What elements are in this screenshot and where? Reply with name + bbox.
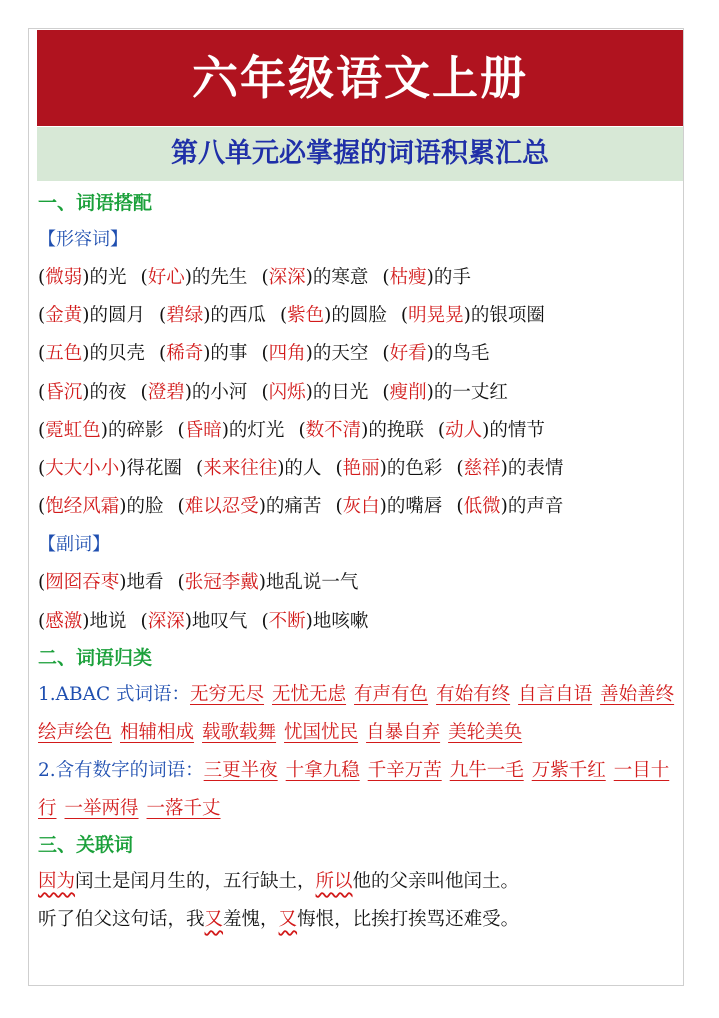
conjunction-sentence-1 — [38, 863, 686, 901]
phrase-rest: 的色彩 — [386, 457, 443, 479]
phrase-rest: 的声音 — [507, 496, 564, 518]
phrase: (不断)地咳嗽 — [261, 610, 369, 632]
category-word: 一目十行 — [38, 759, 670, 819]
phrase-word: 灰白 — [342, 496, 380, 518]
phrase: (艳丽)的色彩 — [335, 457, 443, 479]
phrase-word: 碧绿 — [166, 305, 204, 327]
category-word: 九牛一毛 — [449, 759, 524, 781]
phrase-word: 紫色 — [287, 305, 325, 327]
phrase-rest: 地叹气 — [191, 610, 248, 632]
phrase-word: 数不清 — [305, 419, 362, 441]
phrase-word: 金黄 — [45, 305, 83, 327]
phrase: (昏沉)的夜 — [38, 381, 127, 403]
phrase-word: 五色 — [45, 343, 83, 365]
phrase-rest: 的事 — [210, 343, 248, 365]
phrase: (饱经风霜)的脸 — [38, 496, 164, 518]
phrase-word: 深深 — [147, 610, 185, 632]
phrase-line — [38, 297, 686, 335]
phrase-word: 四角 — [268, 343, 306, 365]
phrase-word: 微弱 — [45, 267, 83, 288]
phrase-rest: 的夜 — [89, 381, 127, 403]
phrase: (瘦削)的一丈红 — [382, 381, 508, 403]
phrase-rest: 的日光 — [312, 381, 369, 403]
category-word: 有始有终 — [436, 683, 511, 705]
phrase: (稀奇)的事 — [158, 343, 248, 365]
phrase-word: 大大小小 — [45, 457, 120, 479]
category-label: 1.ABAC 式词语： — [38, 683, 191, 705]
phrase-word: 低微 — [463, 496, 501, 518]
phrase-line — [38, 450, 686, 488]
phrase-line — [38, 335, 686, 373]
sentence-text: 他的父亲叫他闰土。 — [352, 870, 520, 892]
adverb-list — [38, 564, 686, 640]
word-category — [38, 752, 686, 828]
category-word: 相辅相成 — [120, 721, 195, 743]
phrase: (微弱)的光 — [38, 267, 127, 288]
phrase: (昏暗)的灯光 — [177, 419, 285, 441]
phrase-word: 霓虹色 — [45, 419, 101, 441]
category-word: 三更半夜 — [203, 759, 278, 781]
phrase-word: 枯瘦 — [389, 267, 427, 288]
content — [38, 186, 686, 939]
phrase-line — [38, 603, 686, 641]
phrase-word: 不断 — [268, 610, 306, 632]
phrase-word: 明晃晃 — [408, 305, 464, 327]
category-word: 有声有色 — [354, 683, 429, 705]
phrase-word: 慈祥 — [463, 457, 501, 479]
category-word: 美轮美奂 — [448, 721, 523, 743]
category-word: 一落千丈 — [146, 797, 221, 819]
adjective-heading: 【形容词】 — [38, 229, 128, 250]
phrase-rest: 的西瓜 — [210, 305, 266, 327]
adjective-list — [38, 259, 686, 526]
phrase: (张冠李戴)地乱说一气 — [177, 572, 359, 594]
category-word: 忧国忧民 — [284, 721, 359, 743]
category-word: 载歌载舞 — [202, 721, 277, 743]
phrase-word: 来来往往 — [203, 457, 278, 479]
conjunction-word: 又 — [204, 908, 224, 930]
phrase-rest: 得花圈 — [126, 457, 182, 479]
phrase-rest: 的脸 — [126, 496, 164, 518]
phrase-word: 昏沉 — [45, 381, 83, 403]
phrase-rest: 的一丈红 — [433, 381, 508, 403]
phrase-line — [38, 564, 686, 602]
page-title: 六年级语文上册 — [37, 30, 683, 126]
phrase-rest: 地乱说一气 — [265, 572, 359, 594]
phrase-word: 感激 — [45, 610, 83, 632]
phrase: (四角)的天空 — [261, 343, 369, 365]
phrase: (五色)的贝壳 — [38, 343, 145, 365]
phrase: (囫囵吞枣)地看 — [38, 572, 164, 594]
conjunction-sentence-2 — [38, 901, 686, 939]
phrase: (霓虹色)的碎影 — [38, 419, 164, 441]
phrase-word: 张冠李戴 — [184, 572, 259, 594]
phrase-word: 好看 — [389, 343, 427, 365]
phrase: (紫色)的圆脸 — [279, 305, 387, 327]
phrase: (碧绿)的西瓜 — [158, 305, 266, 327]
section-heading-3: 三、关联词 — [38, 833, 134, 856]
conjunction-word: 因为 — [38, 870, 76, 892]
phrase-line — [38, 412, 686, 450]
phrase-rest: 的痛苦 — [265, 496, 322, 518]
phrase-word: 艳丽 — [342, 457, 380, 479]
phrase-rest: 地咳嗽 — [312, 610, 369, 632]
phrase: (枯瘦)的手 — [382, 267, 471, 288]
phrase-word: 深深 — [268, 267, 306, 288]
phrase-rest: 的圆月 — [89, 305, 145, 327]
category-word: 十拿九稳 — [285, 759, 360, 781]
phrase-rest: 的鸟毛 — [433, 343, 490, 365]
phrase-rest: 地看 — [126, 572, 164, 594]
phrase: (感激)地说 — [38, 610, 127, 632]
phrase-rest: 的表情 — [507, 457, 564, 479]
phrase-word: 动人 — [445, 419, 483, 441]
adverb-heading: 【副词】 — [38, 534, 110, 556]
phrase: (澄碧)的小河 — [140, 381, 248, 403]
phrase-rest: 的情节 — [489, 419, 545, 441]
category-word: 一举两得 — [64, 797, 139, 819]
phrase-word: 饱经风霜 — [45, 496, 120, 518]
sentence-text: 羞愧， — [223, 908, 279, 930]
phrase: (来来往往)的人 — [195, 457, 322, 479]
sentence-text: 闰土是闰月生的，五行缺土， — [75, 870, 316, 892]
phrase-rest: 的圆脸 — [331, 305, 387, 327]
category-word: 绘声绘色 — [38, 721, 113, 743]
category-word: 善始善终 — [600, 683, 675, 705]
phrase: (动人)的情节 — [437, 419, 545, 441]
phrase: (深深)的寒意 — [261, 267, 369, 288]
conjunction-word: 所以 — [315, 870, 353, 892]
category-label: 2.含有数字的词语： — [38, 759, 204, 781]
sentence-text: 听了伯父这句话，我 — [38, 908, 205, 930]
sentence-text: 悔恨，比挨打挨骂还难受。 — [297, 908, 520, 930]
phrase-word: 难以忍受 — [184, 496, 259, 518]
phrase: (好心)的先生 — [140, 267, 248, 288]
word-categories — [38, 676, 686, 828]
phrase: (金黄)的圆月 — [38, 305, 145, 327]
phrase-word: 澄碧 — [147, 381, 185, 403]
phrase-word: 昏暗 — [184, 419, 222, 441]
phrase-word: 稀奇 — [166, 343, 204, 365]
phrase-rest: 的先生 — [191, 267, 248, 288]
phrase: (深深)地叹气 — [140, 610, 248, 632]
category-word: 自暴自弃 — [366, 721, 441, 743]
phrase: (数不清)的挽联 — [298, 419, 424, 441]
phrase-rest: 的小河 — [191, 381, 248, 403]
phrase: (灰白)的嘴唇 — [335, 496, 443, 518]
phrase-line — [38, 488, 686, 526]
phrase: (闪烁)的日光 — [261, 381, 369, 403]
phrase: (好看)的鸟毛 — [382, 343, 490, 365]
category-word: 千辛万苦 — [367, 759, 442, 781]
phrase: (大大小小)得花圈 — [38, 457, 182, 479]
category-word: 无穷无尽 — [190, 683, 265, 705]
phrase-word: 闪烁 — [268, 381, 306, 403]
phrase-line — [38, 259, 686, 297]
phrase-rest: 的灯光 — [228, 419, 285, 441]
category-word: 万紫千红 — [531, 759, 606, 781]
phrase: (慈祥)的表情 — [456, 457, 564, 479]
category-word: 无忧无虑 — [272, 683, 347, 705]
phrase-rest: 的寒意 — [312, 267, 369, 288]
word-category — [38, 676, 686, 752]
category-word: 自言自语 — [518, 683, 593, 705]
phrase-rest: 的嘴唇 — [386, 496, 443, 518]
phrase-rest: 的手 — [433, 267, 471, 288]
phrase-word: 好心 — [147, 267, 185, 288]
phrase-rest: 的贝壳 — [89, 343, 145, 365]
phrase-rest: 地说 — [89, 610, 127, 632]
phrase-rest: 的光 — [89, 267, 127, 288]
phrase: (低微)的声音 — [456, 496, 564, 518]
phrase: (明晃晃)的银项圈 — [400, 305, 545, 327]
section-heading-2: 二、词语归类 — [38, 646, 153, 669]
phrase-rest: 的碎影 — [107, 419, 164, 441]
page-subtitle: 第八单元必掌握的词语积累汇总 — [37, 127, 683, 181]
conjunction-word: 又 — [278, 908, 298, 930]
phrase-word: 瘦削 — [389, 381, 427, 403]
phrase-rest: 的天空 — [312, 343, 369, 365]
section-heading-1: 一、词语搭配 — [38, 192, 153, 214]
phrase-rest: 的银项圈 — [470, 305, 545, 327]
phrase-rest: 的人 — [284, 457, 322, 479]
phrase-rest: 的挽联 — [368, 419, 424, 441]
phrase-word: 囫囵吞枣 — [45, 572, 120, 594]
phrase: (难以忍受)的痛苦 — [177, 496, 322, 518]
phrase-line — [38, 374, 686, 412]
